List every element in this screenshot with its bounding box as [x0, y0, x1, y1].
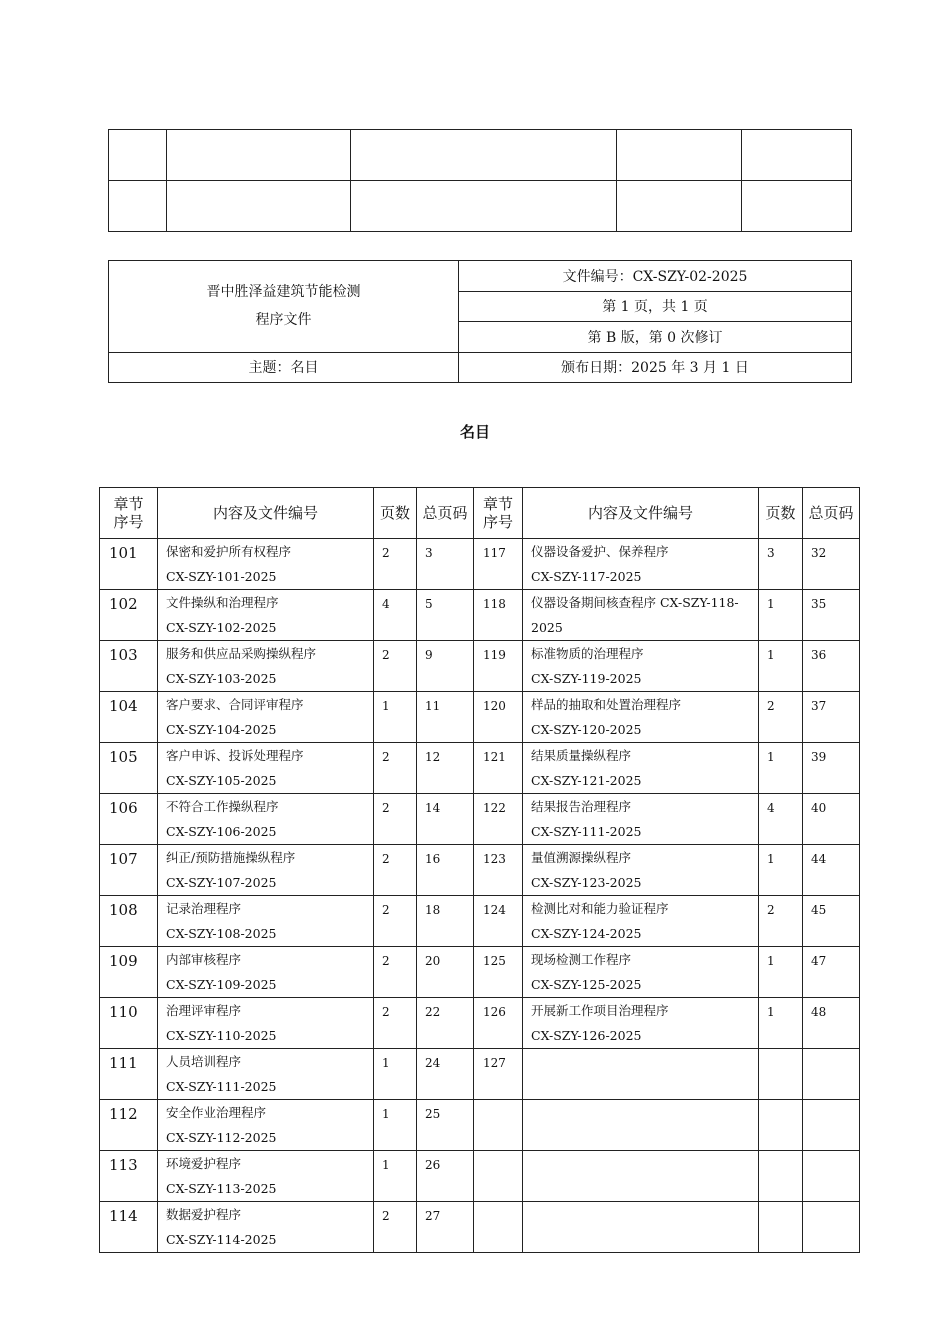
procedure-code: CX-SZY-106-2025: [166, 824, 277, 839]
page-info: 第 1 页，共 1 页: [459, 291, 852, 322]
page-count: 1: [759, 998, 803, 1049]
table-row: [100, 794, 860, 845]
total-page-number: 3: [417, 539, 474, 590]
column-header-section: 章节 序号: [474, 488, 523, 539]
blank-cell: [109, 130, 167, 181]
document-number: 文件编号：CX-SZY-02-2025: [459, 261, 852, 292]
section-number: 109: [100, 947, 158, 998]
total-page-number: 40: [803, 794, 860, 845]
procedure-name: 文件操纵和治理程序: [166, 595, 279, 610]
page-count: [759, 1151, 803, 1202]
page-count: 1: [759, 845, 803, 896]
section-number: 125: [474, 947, 523, 998]
procedure-code: CX-SZY-114-2025: [166, 1232, 277, 1247]
toc-body: [100, 539, 860, 1253]
section-number: 107: [100, 845, 158, 896]
column-header-pages: 页数: [759, 488, 803, 539]
blank-cell: [109, 181, 167, 232]
table-row: [100, 1100, 860, 1151]
procedure-entry: [158, 641, 374, 692]
procedure-name: 检测比对和能力验证程序: [531, 901, 669, 916]
section-number: 120: [474, 692, 523, 743]
procedure-code: CX-SZY-124-2025: [531, 926, 642, 941]
total-page-number: 11: [417, 692, 474, 743]
total-page-number: 26: [417, 1151, 474, 1202]
procedure-entry: [523, 692, 759, 743]
page-count: 2: [759, 692, 803, 743]
page-count: 2: [374, 743, 417, 794]
procedure-code: CX-SZY-113-2025: [166, 1181, 277, 1196]
blank-cell: [742, 181, 852, 232]
page-count: 1: [374, 692, 417, 743]
procedure-code: CX-SZY-101-2025: [166, 569, 277, 584]
section-number: 104: [100, 692, 158, 743]
procedure-code: CX-SZY-111-2025: [166, 1079, 277, 1094]
section-number: 121: [474, 743, 523, 794]
section-number: [474, 1151, 523, 1202]
section-number: 126: [474, 998, 523, 1049]
page-count: 2: [759, 896, 803, 947]
procedure-name: 样品的抽取和处置治理程序: [531, 697, 682, 712]
column-header-content: 内容及文件编号: [158, 488, 374, 539]
table-row: [100, 641, 860, 692]
page-count: 2: [374, 794, 417, 845]
column-header-section: 章节 序号: [100, 488, 158, 539]
procedure-entry: [158, 1100, 374, 1151]
procedure-name: 量值溯源操纵程序: [531, 850, 632, 865]
section-number: 105: [100, 743, 158, 794]
table-row: [100, 896, 860, 947]
section-number: [474, 1100, 523, 1151]
page-count: 2: [374, 845, 417, 896]
section-number: 119: [474, 641, 523, 692]
table-row: [100, 590, 860, 641]
blank-approval-table: [108, 129, 852, 232]
page-count: 2: [374, 998, 417, 1049]
blank-cell: [351, 130, 617, 181]
procedure-entry: [158, 998, 374, 1049]
table-row: [100, 845, 860, 896]
page-count: 1: [374, 1100, 417, 1151]
section-number: 117: [474, 539, 523, 590]
table-row: [100, 539, 860, 590]
section-number: 112: [100, 1100, 158, 1151]
blank-cell: [617, 130, 742, 181]
procedure-entry: [523, 539, 759, 590]
procedure-code: CX-SZY-117-2025: [531, 569, 642, 584]
organization-name: 晋中胜泽益建筑节能检测: [206, 284, 361, 301]
total-page-number: 12: [417, 743, 474, 794]
document-category: 程序文件: [255, 312, 312, 329]
procedure-entry: [523, 947, 759, 998]
table-row: [100, 1151, 860, 1202]
procedure-entry: [523, 1202, 759, 1253]
total-page-number: 35: [803, 590, 860, 641]
blank-cell: [351, 181, 617, 232]
procedure-entry: [523, 998, 759, 1049]
procedure-code: CX-SZY-119-2025: [531, 671, 642, 686]
page-count: 1: [759, 641, 803, 692]
procedure-code: CX-SZY-123-2025: [531, 875, 642, 890]
page-title: 名目: [459, 423, 490, 441]
total-page-number: 36: [803, 641, 860, 692]
procedure-code: CX-SZY-104-2025: [166, 722, 277, 737]
procedure-name: 环境爱护程序: [166, 1156, 242, 1171]
procedure-code: CX-SZY-125-2025: [531, 977, 642, 992]
total-page-number: [803, 1151, 860, 1202]
procedure-name: 内部审核程序: [166, 952, 242, 967]
total-page-number: 18: [417, 896, 474, 947]
page-count: 2: [374, 539, 417, 590]
procedure-code: CX-SZY-109-2025: [166, 977, 277, 992]
subject: 主题：名目: [109, 352, 459, 383]
section-number: 123: [474, 845, 523, 896]
page-count: [759, 1100, 803, 1151]
section-number: 106: [100, 794, 158, 845]
procedure-code: CX-SZY-105-2025: [166, 773, 277, 788]
procedure-name: 纠正/预防措施操纵程序: [166, 850, 296, 865]
page-count: 2: [374, 641, 417, 692]
total-page-number: [803, 1049, 860, 1100]
total-page-number: 32: [803, 539, 860, 590]
procedure-entry: [523, 1049, 759, 1100]
total-page-number: 45: [803, 896, 860, 947]
total-page-number: 5: [417, 590, 474, 641]
procedure-code: CX-SZY-103-2025: [166, 671, 277, 686]
column-header-content: 内容及文件编号: [523, 488, 759, 539]
procedure-code: CX-SZY-120-2025: [531, 722, 642, 737]
issue-date: 颁布日期：2025 年 3 月 1 日: [459, 352, 852, 383]
procedure-name: 客户要求、合同评审程序: [166, 697, 304, 712]
procedure-entry: [523, 896, 759, 947]
section-number: 113: [100, 1151, 158, 1202]
column-header-pages: 页数: [374, 488, 417, 539]
procedure-code: CX-SZY-126-2025: [531, 1028, 642, 1043]
procedure-entry: [523, 641, 759, 692]
table-of-contents: [99, 487, 860, 1253]
total-page-number: 20: [417, 947, 474, 998]
procedure-name: 开展新工作项目治理程序: [531, 1003, 669, 1018]
page-count: 1: [759, 590, 803, 641]
total-page-number: [803, 1202, 860, 1253]
total-page-number: 37: [803, 692, 860, 743]
page-count: 1: [759, 947, 803, 998]
total-page-number: 44: [803, 845, 860, 896]
total-page-number: 48: [803, 998, 860, 1049]
section-number: 102: [100, 590, 158, 641]
page-count: 4: [759, 794, 803, 845]
section-number: 110: [100, 998, 158, 1049]
procedure-entry: [158, 692, 374, 743]
procedure-name: 保密和爱护所有权程序: [166, 544, 292, 559]
table-row: [100, 1202, 860, 1253]
procedure-name: 仪器设备期间核查程序 CX-SZY-118-: [531, 595, 739, 610]
procedure-entry: [523, 1100, 759, 1151]
blank-cell: [742, 130, 852, 181]
procedure-entry: [523, 845, 759, 896]
section-number: 108: [100, 896, 158, 947]
procedure-name: 人员培训程序: [166, 1054, 242, 1069]
procedure-code: CX-SZY-112-2025: [166, 1130, 277, 1145]
table-row: [100, 743, 860, 794]
total-page-number: 14: [417, 794, 474, 845]
page-count: 2: [374, 1202, 417, 1253]
section-number: 103: [100, 641, 158, 692]
page-count: 2: [374, 947, 417, 998]
organization-cell: [109, 261, 459, 353]
section-number: 122: [474, 794, 523, 845]
section-number: 111: [100, 1049, 158, 1100]
procedure-entry: [523, 794, 759, 845]
procedure-entry: [158, 1049, 374, 1100]
procedure-code: CX-SZY-107-2025: [166, 875, 277, 890]
toc-header-row: [100, 488, 860, 539]
page-count: [759, 1049, 803, 1100]
procedure-name: 安全作业治理程序: [166, 1105, 267, 1120]
procedure-code: CX-SZY-108-2025: [166, 926, 277, 941]
procedure-code: CX-SZY-111-2025: [531, 824, 642, 839]
procedure-code: CX-SZY-121-2025: [531, 773, 642, 788]
procedure-name: 记录治理程序: [166, 901, 242, 916]
table-row: [100, 998, 860, 1049]
column-header-total-page: 总页码: [803, 488, 860, 539]
procedure-entry: [523, 590, 759, 641]
total-page-number: 47: [803, 947, 860, 998]
blank-row: [109, 130, 852, 181]
blank-cell: [167, 181, 351, 232]
procedure-entry: [158, 896, 374, 947]
procedure-entry: [523, 743, 759, 794]
version-info: 第 B 版，第 0 次修订: [459, 322, 852, 353]
blank-cell: [167, 130, 351, 181]
total-page-number: 22: [417, 998, 474, 1049]
total-page-number: 25: [417, 1100, 474, 1151]
page-count: 1: [759, 743, 803, 794]
procedure-name: 客户申诉、投诉处理程序: [166, 748, 304, 763]
page-count: [759, 1202, 803, 1253]
procedure-name: 仪器设备爱护、保养程序: [531, 544, 669, 559]
procedure-name: 标准物质的治理程序: [531, 646, 644, 661]
procedure-code: 2025: [531, 620, 563, 635]
column-header-total-page: 总页码: [417, 488, 474, 539]
procedure-name: 结果报告治理程序: [531, 799, 632, 814]
procedure-name: 治理评审程序: [166, 1003, 242, 1018]
table-row: [100, 947, 860, 998]
procedure-code: CX-SZY-110-2025: [166, 1028, 277, 1043]
procedure-entry: [523, 1151, 759, 1202]
procedure-entry: [158, 947, 374, 998]
blank-cell: [617, 181, 742, 232]
total-page-number: 9: [417, 641, 474, 692]
page-count: 1: [374, 1049, 417, 1100]
total-page-number: 16: [417, 845, 474, 896]
section-number: [474, 1202, 523, 1253]
procedure-name: 现场检测工作程序: [531, 952, 632, 967]
total-page-number: 27: [417, 1202, 474, 1253]
page-count: 3: [759, 539, 803, 590]
procedure-name: 不符合工作操纵程序: [166, 799, 279, 814]
procedure-entry: [158, 794, 374, 845]
section-number: 114: [100, 1202, 158, 1253]
procedure-code: CX-SZY-102-2025: [166, 620, 277, 635]
procedure-name: 服务和供应品采购操纵程序: [166, 646, 317, 661]
procedure-entry: [158, 1151, 374, 1202]
total-page-number: 24: [417, 1049, 474, 1100]
page-count: 1: [374, 1151, 417, 1202]
procedure-name: 结果质量操纵程序: [531, 748, 632, 763]
section-number: 101: [100, 539, 158, 590]
procedure-entry: [158, 743, 374, 794]
procedure-entry: [158, 590, 374, 641]
table-row: [100, 1049, 860, 1100]
total-page-number: 39: [803, 743, 860, 794]
section-number: 124: [474, 896, 523, 947]
blank-row: [109, 181, 852, 232]
section-number: 118: [474, 590, 523, 641]
procedure-entry: [158, 845, 374, 896]
table-row: [100, 692, 860, 743]
section-number: 127: [474, 1049, 523, 1100]
procedure-entry: [158, 1202, 374, 1253]
page-count: 2: [374, 896, 417, 947]
total-page-number: [803, 1100, 860, 1151]
procedure-name: 数据爱护程序: [166, 1207, 242, 1222]
procedure-entry: [158, 539, 374, 590]
document-header-table: [108, 260, 852, 383]
page-count: 4: [374, 590, 417, 641]
